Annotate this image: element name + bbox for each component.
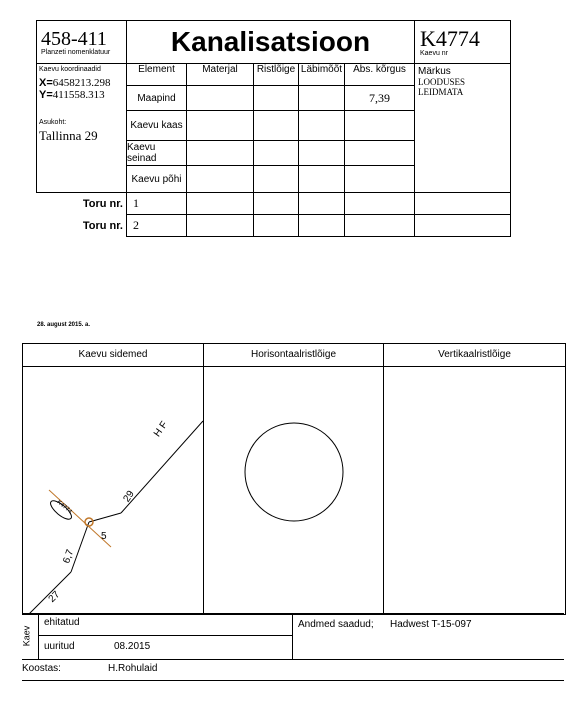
location-value: Tallinna 29 <box>39 128 98 143</box>
row-kaevu-kaas: Kaevu kaas <box>127 111 187 141</box>
row-surveyed: uuritud <box>44 641 75 652</box>
cell-empty <box>345 141 415 166</box>
cell-empty <box>299 166 345 193</box>
sheet-cell <box>37 21 127 64</box>
divider <box>22 659 564 660</box>
header-table <box>36 20 511 237</box>
pipe-2: 2 <box>127 215 187 237</box>
cell-empty <box>345 166 415 193</box>
x-label: X= <box>39 77 53 89</box>
label-5: 5 <box>101 531 107 542</box>
row-maapind: Maapind <box>127 86 187 111</box>
cell-empty <box>254 215 299 237</box>
pipe-1: 1 <box>127 193 187 215</box>
cell-empty <box>345 111 415 141</box>
panel-left-title: Kaevu sidemed <box>23 344 204 367</box>
maapind-abs: 7,39 <box>345 86 415 111</box>
pipe-line-5 <box>89 513 121 522</box>
remark-value: LOODUSES LEIDMATA <box>418 77 466 97</box>
cell-empty <box>254 111 299 141</box>
page-title: Kanalisatsioon <box>170 26 371 57</box>
remark-cell <box>415 64 511 193</box>
data-source-label: Andmed saadud; <box>298 619 374 630</box>
col-diameter: Läbimõõt <box>299 64 345 86</box>
y-label: Y= <box>39 89 53 101</box>
coords-cell <box>37 64 127 193</box>
connections-sketch <box>23 367 203 614</box>
cell-empty <box>187 141 254 166</box>
well-id-label: Kaevu nr <box>420 49 449 57</box>
cell-empty <box>345 215 415 237</box>
title-cell <box>127 21 415 64</box>
side-label: Kaev <box>21 625 32 647</box>
cell-empty <box>299 141 345 166</box>
pipe-label-2: Toru nr. <box>82 219 123 232</box>
cell-empty <box>299 86 345 111</box>
cell-empty <box>415 215 511 237</box>
col-element: Element <box>127 64 187 86</box>
pipe-line-6-7 <box>71 522 89 572</box>
x-value: 6458213.298 <box>52 77 111 89</box>
cell-empty <box>187 166 254 193</box>
pipe-label-1: Toru nr. <box>82 197 123 210</box>
cell-empty <box>254 193 299 215</box>
row-built: ehitatud <box>44 617 80 628</box>
coords-label: Kaevu koordinaadid <box>39 66 101 73</box>
surveyed-date: 08.2015 <box>114 641 151 652</box>
label-27: 27 <box>46 589 63 605</box>
cell-empty <box>299 215 345 237</box>
horizontal-section-drawing <box>204 367 383 614</box>
cell-empty <box>187 111 254 141</box>
cell-empty <box>254 141 299 166</box>
date: 28. august 2015. a. <box>37 322 91 328</box>
well-id-cell <box>415 21 511 64</box>
row-kaevu-pohi: Kaevu põhi <box>127 166 187 193</box>
divider <box>38 635 292 636</box>
sketch-panels <box>22 343 566 615</box>
well-label: K4774 <box>55 499 73 516</box>
divider <box>292 613 293 659</box>
label-6-7: 6,7 <box>61 548 77 566</box>
panel-middle-title: Horisontaalristlõige <box>204 344 384 367</box>
well-circle <box>245 423 343 521</box>
cell-empty <box>345 193 415 215</box>
side-cell <box>22 613 39 659</box>
cell-empty <box>415 193 511 215</box>
panel-right-title: Vertikaalristlõige <box>384 344 565 367</box>
data-source-value: Hadwest T-15-097 <box>390 619 472 630</box>
col-material: Materjal <box>187 64 254 86</box>
label-hf: H F <box>151 419 171 440</box>
location-label: Asukoht: <box>39 119 67 126</box>
y-value: 411558.313 <box>52 89 105 101</box>
divider <box>383 344 384 614</box>
label-29: 29 <box>121 488 137 505</box>
col-remark: Märkus <box>418 66 451 77</box>
cell-empty <box>299 193 345 215</box>
divider <box>22 680 564 681</box>
compiled-label: Koostas: <box>22 663 61 674</box>
cell-empty <box>187 86 254 111</box>
sheet-label: Planzeti nomenklatuur <box>41 48 111 56</box>
compiled-value: H.Rohulaid <box>108 663 158 674</box>
well-id: K4774 <box>420 25 480 51</box>
row-kaevu-seinad: Kaevu seinad <box>127 141 187 166</box>
cell-empty <box>254 86 299 111</box>
divider <box>22 613 564 614</box>
sheet-number: 458-411 <box>41 27 107 50</box>
col-abs-height: Abs. kõrgus <box>345 64 415 86</box>
cell-empty <box>299 111 345 141</box>
cell-empty <box>187 215 254 237</box>
col-cross-section: Ristlõige <box>254 64 299 86</box>
cell-empty <box>187 193 254 215</box>
cell-empty <box>254 166 299 193</box>
